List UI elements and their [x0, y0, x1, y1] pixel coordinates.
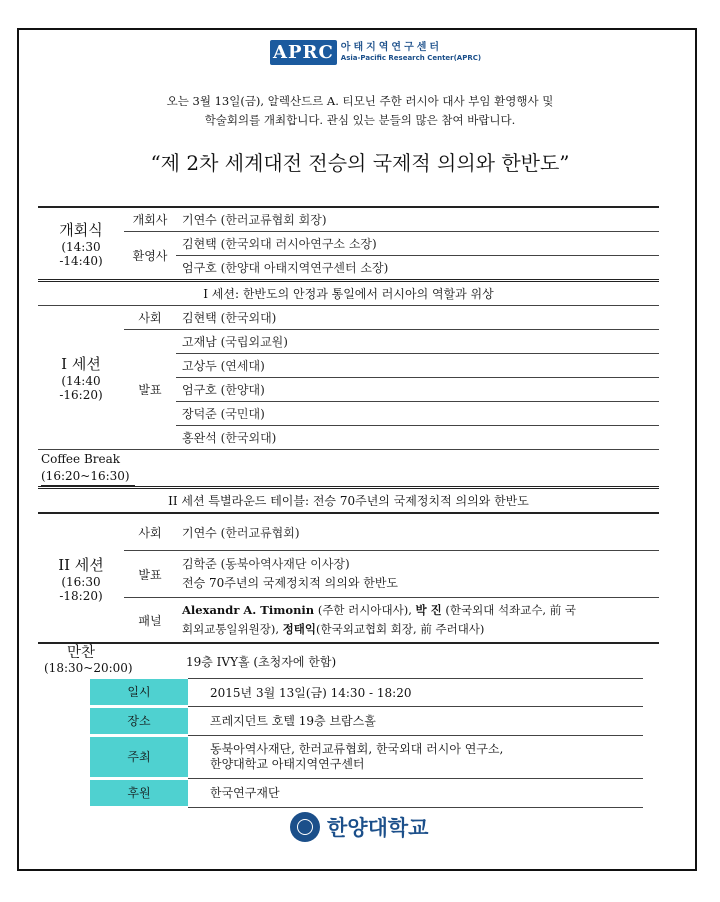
- speaker-affiliation: (한국외대): [220, 431, 277, 445]
- university-seal-icon: [290, 812, 320, 842]
- welcome-speaker-2: [176, 256, 659, 281]
- welcome-speaker-1: [176, 232, 659, 256]
- speaker-affiliation: (국민대): [220, 407, 265, 421]
- session2-label: II 세션: [58, 555, 104, 574]
- session2-time-start: (16:30: [61, 574, 101, 589]
- coffee-time: (16:20~16:30): [41, 468, 135, 486]
- session1-label: I 세션: [61, 355, 101, 373]
- aprc-logo-mark: APRC: [270, 40, 337, 65]
- opening-time-end: -14:40): [59, 254, 103, 268]
- info-key: 후원: [90, 778, 188, 807]
- event-title: “제 2차 세계대전 전승의 국제적 의의와 한반도”: [150, 151, 570, 175]
- speaker-affiliation: (동북아역사재단 이사장): [220, 557, 350, 571]
- aprc-logo: [270, 40, 481, 65]
- aprc-logo-korean: 아태지역연구센터: [340, 42, 443, 53]
- dinner-time: (18:30~20:00): [44, 661, 133, 675]
- session1-chair-role: 사회: [138, 311, 162, 325]
- speaker-affiliation: (한양대): [220, 383, 265, 397]
- speaker-name: 고재남: [182, 335, 217, 349]
- speaker-affiliation: (한러교류협회 회장): [220, 213, 327, 227]
- session1-present-role: 발표: [124, 330, 176, 450]
- speaker-affiliation: (국립외교원): [220, 335, 288, 349]
- panelist-affiliation: (한국외대 석좌교수, 前 국: [441, 603, 577, 617]
- speaker-name: 엄구호: [182, 261, 217, 275]
- intro-line-2: 학술회의를 개최합니다. 관심 있는 분들의 많은 참여 바랍니다.: [204, 113, 516, 127]
- panelist-name: Alexandr A. Timonin: [182, 603, 315, 617]
- intro-text: [60, 92, 660, 130]
- session2-cell: [38, 513, 124, 643]
- opening-cell: [38, 207, 124, 281]
- opening-host-role: 개회사: [132, 213, 168, 227]
- speaker-affiliation: (한국외대): [220, 311, 277, 325]
- speaker-name: 김현택: [182, 237, 217, 251]
- intro-line-1: 오는 3월 13일(금), 알렉산드르 A. 티모닌 주한 러시아 대사 부임 환영행사 및: [166, 94, 554, 108]
- speaker-name: 김현택: [182, 311, 217, 325]
- speaker-affiliation: (한러교류협회): [220, 525, 300, 540]
- speaker-affiliation: (한국외대 러시아연구소 소장): [220, 237, 377, 251]
- dinner-label: 만찬: [66, 645, 95, 661]
- university-name: 한양대학교: [327, 816, 429, 840]
- speaker-name: 엄구호: [182, 383, 217, 397]
- speaker-affiliation: (연세대): [220, 359, 265, 373]
- presentation-topic: 전승 70주년의 국제정치적 의의와 한반도: [182, 576, 399, 590]
- session2-time-end: -18:20): [59, 588, 103, 603]
- coffee-label: Coffee Break: [41, 451, 121, 466]
- panelist-name: 정태익: [282, 622, 316, 636]
- speaker-affiliation: (한양대 아태지역연구센터 소장): [220, 261, 389, 275]
- panelist-name: 박 진: [415, 603, 442, 617]
- session2-banner: II 세션 특별라운드 테이블: 전승 70주년의 국제정치적 의의와 한반도: [168, 494, 529, 508]
- session2-panel: [176, 598, 659, 644]
- session2-chair: [176, 513, 659, 551]
- hanyang-logo: [290, 812, 428, 842]
- info-date: 2015년 3월 13일(금) 14:30 - 18:20: [188, 679, 643, 707]
- speaker-name: 기연수: [182, 525, 217, 540]
- opening-time-start: (14:30: [61, 240, 101, 254]
- session1-presenter: [176, 354, 659, 378]
- session1-cell: [38, 306, 124, 450]
- speaker-name: 장덕준: [182, 407, 217, 421]
- info-organizers: [188, 735, 643, 778]
- schedule-table: [38, 206, 659, 678]
- organizers-line-1: 동북아역사재단, 한러교류협회, 한국외대 러시아 연구소,: [210, 741, 504, 756]
- session2-chair-role: 사회: [138, 525, 162, 540]
- info-key: 주최: [90, 735, 188, 778]
- session1-presenter: [176, 426, 659, 450]
- session2-panel-role: 패널: [138, 613, 162, 628]
- speaker-name: 고상두: [182, 359, 217, 373]
- session2-presenter: [176, 551, 659, 598]
- dinner-info: 19층 IVY홀 (초청자에 한함): [186, 654, 337, 669]
- speaker-name: 김학준: [182, 557, 217, 571]
- info-key: 일시: [90, 679, 188, 707]
- panelist-affiliation: 회외교통일위원장),: [182, 622, 283, 636]
- session1-time-start: (14:40: [61, 374, 101, 388]
- opening-host: [176, 207, 659, 232]
- session1-presenter: [176, 402, 659, 426]
- session1-presenter: [176, 330, 659, 354]
- coffee-break: [38, 450, 659, 488]
- event-info-table: [90, 678, 643, 809]
- panelist-affiliation: (한국외교협회 회장, 前 주러대사): [316, 622, 485, 636]
- session1-presenter: [176, 378, 659, 402]
- session1-time-end: -16:20): [59, 388, 103, 402]
- speaker-name: 홍완석: [182, 431, 217, 445]
- dinner-cell: [38, 643, 133, 678]
- panelist-affiliation: (주한 러시아대사),: [314, 603, 416, 617]
- speaker-name: 기연수: [182, 213, 217, 227]
- opening-welcome-role: 환영사: [124, 232, 176, 281]
- info-key: 장소: [90, 706, 188, 735]
- session2-present-role: 발표: [138, 567, 162, 582]
- info-venue: 프레지던트 호텔 19층 브람스홀: [188, 706, 643, 735]
- organizers-line-2: 한양대학교 아태지역연구센터: [210, 756, 365, 771]
- session1-banner: I 세션: 한반도의 안정과 통일에서 러시아의 역할과 위상: [203, 287, 494, 301]
- session1-chair: [176, 306, 659, 330]
- aprc-logo-english: Asia-Pacific Research Center(APRC): [340, 54, 482, 62]
- info-sponsor: 한국연구재단: [188, 778, 643, 807]
- opening-label: 개회식: [59, 221, 103, 239]
